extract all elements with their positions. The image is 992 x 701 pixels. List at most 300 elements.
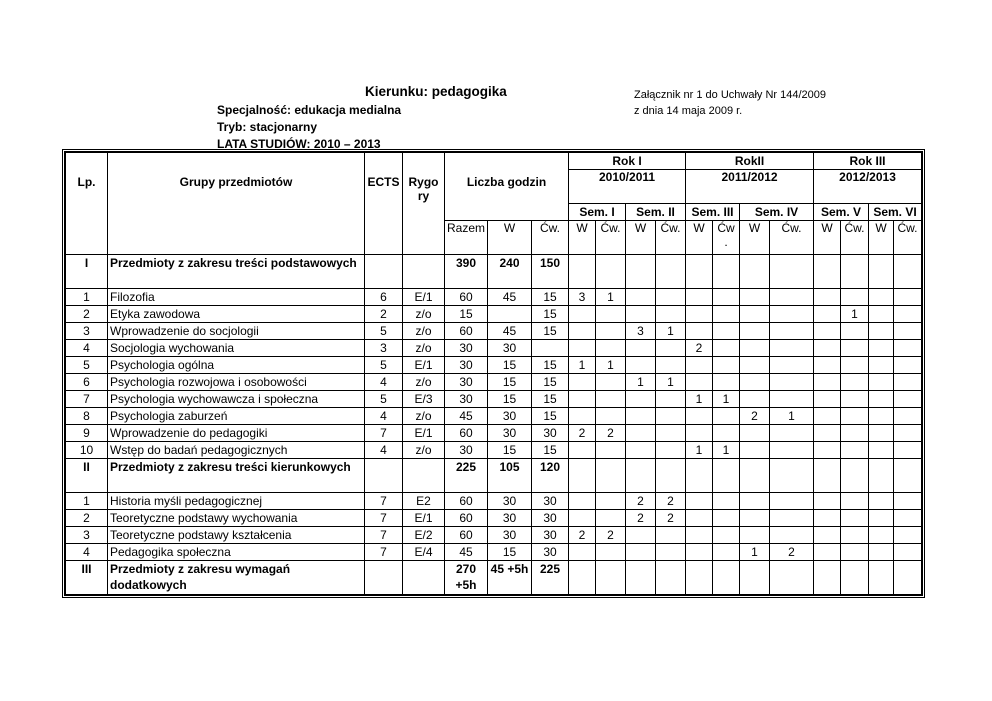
- row-semester-cell: [686, 357, 713, 374]
- row-hours-total: 60: [445, 323, 488, 340]
- row-ects: 7: [365, 544, 403, 561]
- row-hours-lecture: 240: [488, 255, 532, 289]
- row-semester-cell: [713, 561, 740, 595]
- row-semester-cell: 1: [656, 374, 686, 391]
- row-semester-cell: 2: [740, 408, 770, 425]
- row-semester-cell: [713, 544, 740, 561]
- row-semester-cell: [841, 340, 869, 357]
- year1-header: Rok I: [569, 153, 686, 170]
- row-hours-exercise: 15: [532, 306, 569, 323]
- row-hours-lecture: 15: [488, 357, 532, 374]
- year3-header: Rok III: [814, 153, 922, 170]
- row-hours-total: 30: [445, 442, 488, 459]
- row-semester-cell: [713, 374, 740, 391]
- row-semester-cell: [740, 357, 770, 374]
- row-semester-cell: 2: [569, 527, 596, 544]
- row-semester-cell: [656, 544, 686, 561]
- row-semester-cell: [596, 391, 626, 408]
- row-hours-lecture: 30: [488, 340, 532, 357]
- row-semester-cell: [894, 255, 922, 289]
- row-semester-cell: 1: [841, 306, 869, 323]
- sem1-cw: Ćw.: [596, 221, 626, 255]
- row-subject-name: Przedmioty z zakresu treści kierunkowych: [108, 459, 365, 493]
- row-semester-cell: [894, 289, 922, 306]
- row-semester-cell: [656, 306, 686, 323]
- row-hours-exercise: 150: [532, 255, 569, 289]
- row-semester-cell: [894, 561, 922, 595]
- sem6-w: W: [869, 221, 894, 255]
- row-rygor: E/1: [403, 289, 445, 306]
- row-semester-cell: [869, 493, 894, 510]
- row-semester-cell: [626, 340, 656, 357]
- row-subject-name: Psychologia zaburzeń: [108, 408, 365, 425]
- table-row: [66, 527, 922, 544]
- row-semester-cell: [770, 391, 814, 408]
- table-row: [66, 408, 922, 425]
- table-row: [66, 357, 922, 374]
- row-semester-cell: [814, 357, 841, 374]
- row-semester-cell: [894, 340, 922, 357]
- row-semester-cell: [814, 493, 841, 510]
- table-row: [66, 510, 922, 527]
- row-hours-lecture: 15: [488, 442, 532, 459]
- row-semester-cell: [770, 255, 814, 289]
- row-ects: 5: [365, 357, 403, 374]
- row-subject-name: Psychologia rozwojowa i osobowości: [108, 374, 365, 391]
- row-lp: 1: [66, 289, 108, 306]
- sem4-w: W: [740, 221, 770, 255]
- row-semester-cell: [626, 408, 656, 425]
- row-semester-cell: [596, 493, 626, 510]
- row-hours-total: 30: [445, 357, 488, 374]
- row-semester-cell: [686, 425, 713, 442]
- row-semester-cell: 2: [596, 527, 626, 544]
- sem3-cw: Ćw .: [713, 221, 740, 255]
- row-semester-cell: [770, 374, 814, 391]
- row-hours-lecture: 15: [488, 374, 532, 391]
- row-hours-exercise: 15: [532, 323, 569, 340]
- row-semester-cell: [894, 374, 922, 391]
- row-semester-cell: [841, 289, 869, 306]
- sem3-header: Sem. III: [686, 204, 740, 221]
- row-semester-cell: [686, 459, 713, 493]
- sem5-w: W: [814, 221, 841, 255]
- row-subject-name: Teoretyczne podstawy kształcenia: [108, 527, 365, 544]
- row-semester-cell: 1: [686, 442, 713, 459]
- row-semester-cell: [740, 459, 770, 493]
- row-semester-cell: [814, 561, 841, 595]
- row-semester-cell: [596, 323, 626, 340]
- sem3-w: W: [686, 221, 713, 255]
- page-title: Kierunku: pedagogika: [365, 84, 507, 99]
- row-hours-total: 30: [445, 340, 488, 357]
- row-hours-exercise: 15: [532, 374, 569, 391]
- row-hours-exercise: 30: [532, 527, 569, 544]
- row-semester-cell: [814, 425, 841, 442]
- row-semester-cell: [626, 306, 656, 323]
- row-semester-cell: [894, 306, 922, 323]
- row-semester-cell: [596, 340, 626, 357]
- row-semester-cell: [814, 306, 841, 323]
- row-semester-cell: [656, 425, 686, 442]
- row-semester-cell: [626, 527, 656, 544]
- row-semester-cell: [686, 255, 713, 289]
- group-row: [66, 561, 922, 595]
- row-semester-cell: [740, 442, 770, 459]
- row-semester-cell: [713, 425, 740, 442]
- row-subject-name: Przedmioty z zakresu treści podstawowych: [108, 255, 365, 289]
- row-lp: 1: [66, 493, 108, 510]
- col-header-razem: Razem: [445, 221, 488, 255]
- row-semester-cell: [740, 374, 770, 391]
- row-rygor: z/o: [403, 306, 445, 323]
- row-semester-cell: [869, 442, 894, 459]
- row-semester-cell: [569, 323, 596, 340]
- row-lp: III: [66, 561, 108, 595]
- row-semester-cell: [841, 510, 869, 527]
- row-semester-cell: [569, 255, 596, 289]
- row-subject-name: Teoretyczne podstawy wychowania: [108, 510, 365, 527]
- col-header-cw: Ćw.: [532, 221, 569, 255]
- row-semester-cell: [841, 493, 869, 510]
- row-hours-exercise: 30: [532, 544, 569, 561]
- row-semester-cell: [569, 306, 596, 323]
- table-row: [66, 323, 922, 340]
- row-semester-cell: [596, 442, 626, 459]
- row-semester-cell: [686, 510, 713, 527]
- row-semester-cell: [686, 527, 713, 544]
- row-lp: 9: [66, 425, 108, 442]
- study-years-label: LATA STUDIÓW: 2010 – 2013: [217, 137, 381, 151]
- row-semester-cell: [894, 459, 922, 493]
- row-rygor: z/o: [403, 442, 445, 459]
- row-semester-cell: [686, 323, 713, 340]
- row-semester-cell: [869, 357, 894, 374]
- row-semester-cell: [713, 306, 740, 323]
- row-semester-cell: [814, 527, 841, 544]
- row-semester-cell: [814, 442, 841, 459]
- row-semester-cell: [841, 408, 869, 425]
- row-ects: 4: [365, 442, 403, 459]
- row-semester-cell: 1: [656, 323, 686, 340]
- row-semester-cell: [869, 425, 894, 442]
- row-lp: I: [66, 255, 108, 289]
- row-semester-cell: [686, 544, 713, 561]
- row-semester-cell: [569, 340, 596, 357]
- row-subject-name: Pedagogika społeczna: [108, 544, 365, 561]
- curriculum-table: [65, 152, 922, 595]
- row-semester-cell: [894, 510, 922, 527]
- row-semester-cell: [841, 544, 869, 561]
- row-hours-exercise: 15: [532, 442, 569, 459]
- row-semester-cell: [596, 544, 626, 561]
- row-hours-total: 60: [445, 510, 488, 527]
- row-ects: 5: [365, 391, 403, 408]
- row-hours-exercise: [532, 340, 569, 357]
- row-subject-name: Filozofia: [108, 289, 365, 306]
- row-semester-cell: [713, 340, 740, 357]
- row-semester-cell: [656, 459, 686, 493]
- row-hours-lecture: 30: [488, 493, 532, 510]
- row-rygor: [403, 459, 445, 493]
- row-rygor: [403, 255, 445, 289]
- row-hours-total: 60: [445, 493, 488, 510]
- row-hours-lecture: 30: [488, 527, 532, 544]
- sem5-header: Sem. V: [814, 204, 869, 221]
- attachment-date: z dnia 14 maja 2009 r.: [634, 105, 743, 117]
- row-semester-cell: [626, 544, 656, 561]
- row-semester-cell: [686, 561, 713, 595]
- row-semester-cell: 2: [626, 493, 656, 510]
- year2-span: 2011/2012: [686, 170, 814, 204]
- row-semester-cell: [841, 527, 869, 544]
- row-semester-cell: 1: [713, 391, 740, 408]
- row-subject-name: Przedmioty z zakresu wymagań dodatkowych: [108, 561, 365, 595]
- row-semester-cell: [814, 323, 841, 340]
- row-semester-cell: [740, 510, 770, 527]
- row-semester-cell: [686, 289, 713, 306]
- row-hours-exercise: 15: [532, 289, 569, 306]
- group-row: [66, 255, 922, 289]
- row-semester-cell: [596, 459, 626, 493]
- sem2-header: Sem. II: [626, 204, 686, 221]
- row-hours-lecture: 30: [488, 425, 532, 442]
- row-semester-cell: [894, 425, 922, 442]
- col-header-hours: Liczba godzin: [445, 153, 569, 221]
- col-header-groups: Grupy przedmiotów: [108, 153, 365, 255]
- row-semester-cell: [656, 391, 686, 408]
- row-lp: 5: [66, 357, 108, 374]
- row-semester-cell: 2: [626, 510, 656, 527]
- row-semester-cell: [740, 425, 770, 442]
- row-semester-cell: [894, 544, 922, 561]
- row-semester-cell: [869, 510, 894, 527]
- row-lp: 6: [66, 374, 108, 391]
- row-semester-cell: [569, 408, 596, 425]
- row-semester-cell: 1: [770, 408, 814, 425]
- row-rygor: E/3: [403, 391, 445, 408]
- row-semester-cell: [869, 340, 894, 357]
- sem6-cw: Ćw.: [894, 221, 922, 255]
- row-subject-name: Historia myśli pedagogicznej: [108, 493, 365, 510]
- row-semester-cell: [841, 459, 869, 493]
- row-lp: 7: [66, 391, 108, 408]
- row-ects: 7: [365, 527, 403, 544]
- row-rygor: z/o: [403, 374, 445, 391]
- row-semester-cell: [841, 374, 869, 391]
- row-semester-cell: [626, 561, 656, 595]
- row-ects: 7: [365, 493, 403, 510]
- row-hours-exercise: 30: [532, 493, 569, 510]
- row-semester-cell: [770, 289, 814, 306]
- row-semester-cell: [869, 306, 894, 323]
- row-lp: 4: [66, 544, 108, 561]
- row-semester-cell: [841, 323, 869, 340]
- row-hours-total: 390: [445, 255, 488, 289]
- row-semester-cell: [713, 323, 740, 340]
- row-semester-cell: [814, 459, 841, 493]
- mode-label: Tryb: stacjonarny: [217, 120, 318, 134]
- row-semester-cell: 3: [626, 323, 656, 340]
- row-semester-cell: [569, 374, 596, 391]
- row-ects: [365, 459, 403, 493]
- sem4-header: Sem. IV: [740, 204, 814, 221]
- row-hours-lecture: 45: [488, 323, 532, 340]
- row-semester-cell: [770, 510, 814, 527]
- row-semester-cell: 1: [686, 391, 713, 408]
- sem1-header: Sem. I: [569, 204, 626, 221]
- row-ects: 7: [365, 510, 403, 527]
- row-semester-cell: [713, 510, 740, 527]
- row-hours-lecture: 15: [488, 544, 532, 561]
- row-semester-cell: [770, 442, 814, 459]
- row-semester-cell: [841, 425, 869, 442]
- row-semester-cell: [869, 323, 894, 340]
- row-subject-name: Wprowadzenie do pedagogiki: [108, 425, 365, 442]
- table-row: [66, 391, 922, 408]
- table-row: [66, 544, 922, 561]
- row-semester-cell: 1: [596, 289, 626, 306]
- row-hours-total: 270 +5h: [445, 561, 488, 595]
- row-semester-cell: [686, 408, 713, 425]
- row-semester-cell: [841, 255, 869, 289]
- row-semester-cell: 1: [569, 357, 596, 374]
- row-semester-cell: 1: [596, 357, 626, 374]
- row-semester-cell: [814, 510, 841, 527]
- row-ects: 4: [365, 374, 403, 391]
- row-semester-cell: [569, 459, 596, 493]
- row-rygor: E/1: [403, 357, 445, 374]
- group-row: [66, 459, 922, 493]
- sem1-w: W: [569, 221, 596, 255]
- row-hours-exercise: 30: [532, 425, 569, 442]
- row-semester-cell: [713, 357, 740, 374]
- year1-span: 2010/2011: [569, 170, 686, 204]
- row-subject-name: Wprowadzenie do socjologii: [108, 323, 365, 340]
- row-semester-cell: [713, 289, 740, 306]
- row-hours-total: 30: [445, 391, 488, 408]
- row-semester-cell: [841, 391, 869, 408]
- row-semester-cell: [713, 255, 740, 289]
- row-ects: 5: [365, 323, 403, 340]
- row-lp: 3: [66, 323, 108, 340]
- row-semester-cell: [770, 340, 814, 357]
- row-semester-cell: [841, 442, 869, 459]
- row-semester-cell: [894, 493, 922, 510]
- row-semester-cell: [869, 544, 894, 561]
- row-semester-cell: [656, 357, 686, 374]
- row-hours-total: 60: [445, 425, 488, 442]
- table-row: [66, 340, 922, 357]
- row-ects: [365, 255, 403, 289]
- row-semester-cell: [740, 306, 770, 323]
- row-semester-cell: [569, 442, 596, 459]
- row-semester-cell: [869, 459, 894, 493]
- row-semester-cell: [656, 527, 686, 544]
- row-semester-cell: [894, 357, 922, 374]
- row-semester-cell: 1: [740, 544, 770, 561]
- row-semester-cell: [713, 493, 740, 510]
- row-semester-cell: [713, 527, 740, 544]
- row-semester-cell: 2: [596, 425, 626, 442]
- row-semester-cell: [869, 391, 894, 408]
- row-semester-cell: [841, 357, 869, 374]
- row-semester-cell: [656, 442, 686, 459]
- sem4-cw: Ćw.: [770, 221, 814, 255]
- row-semester-cell: [770, 306, 814, 323]
- row-semester-cell: [740, 323, 770, 340]
- row-semester-cell: [596, 374, 626, 391]
- sem5-cw: Ćw.: [841, 221, 869, 255]
- row-ects: [365, 561, 403, 595]
- row-semester-cell: [841, 561, 869, 595]
- row-hours-total: 30: [445, 374, 488, 391]
- row-semester-cell: [626, 391, 656, 408]
- row-semester-cell: [569, 544, 596, 561]
- row-semester-cell: [770, 357, 814, 374]
- row-hours-total: 45: [445, 408, 488, 425]
- row-semester-cell: [869, 374, 894, 391]
- row-semester-cell: [626, 255, 656, 289]
- row-rygor: E2: [403, 493, 445, 510]
- row-hours-total: 60: [445, 527, 488, 544]
- row-lp: 8: [66, 408, 108, 425]
- row-semester-cell: [770, 425, 814, 442]
- row-semester-cell: [626, 357, 656, 374]
- row-hours-total: 60: [445, 289, 488, 306]
- row-semester-cell: [656, 561, 686, 595]
- sem2-w: W: [626, 221, 656, 255]
- row-semester-cell: [596, 306, 626, 323]
- row-semester-cell: [569, 391, 596, 408]
- row-semester-cell: [814, 374, 841, 391]
- row-semester-cell: [740, 527, 770, 544]
- row-ects: 4: [365, 408, 403, 425]
- row-semester-cell: [656, 289, 686, 306]
- row-ects: 2: [365, 306, 403, 323]
- row-semester-cell: [770, 323, 814, 340]
- row-rygor: z/o: [403, 340, 445, 357]
- row-semester-cell: [686, 493, 713, 510]
- row-hours-lecture: 105: [488, 459, 532, 493]
- row-semester-cell: [770, 561, 814, 595]
- row-subject-name: Psychologia wychowawcza i społeczna: [108, 391, 365, 408]
- row-semester-cell: [596, 561, 626, 595]
- row-lp: 3: [66, 527, 108, 544]
- row-semester-cell: [869, 527, 894, 544]
- row-semester-cell: [894, 391, 922, 408]
- row-hours-lecture: 45 +5h: [488, 561, 532, 595]
- row-semester-cell: [740, 255, 770, 289]
- row-semester-cell: [626, 459, 656, 493]
- row-semester-cell: 1: [713, 442, 740, 459]
- col-header-lp: Lp.: [66, 153, 108, 255]
- row-rygor: z/o: [403, 323, 445, 340]
- row-semester-cell: [814, 544, 841, 561]
- row-hours-exercise: 120: [532, 459, 569, 493]
- row-hours-lecture: 30: [488, 510, 532, 527]
- row-semester-cell: [656, 255, 686, 289]
- row-semester-cell: [894, 527, 922, 544]
- row-hours-exercise: 15: [532, 391, 569, 408]
- row-semester-cell: [569, 561, 596, 595]
- table-row: [66, 442, 922, 459]
- row-semester-cell: [814, 340, 841, 357]
- row-hours-lecture: [488, 306, 532, 323]
- row-hours-exercise: 225: [532, 561, 569, 595]
- row-hours-exercise: 15: [532, 408, 569, 425]
- row-semester-cell: 2: [686, 340, 713, 357]
